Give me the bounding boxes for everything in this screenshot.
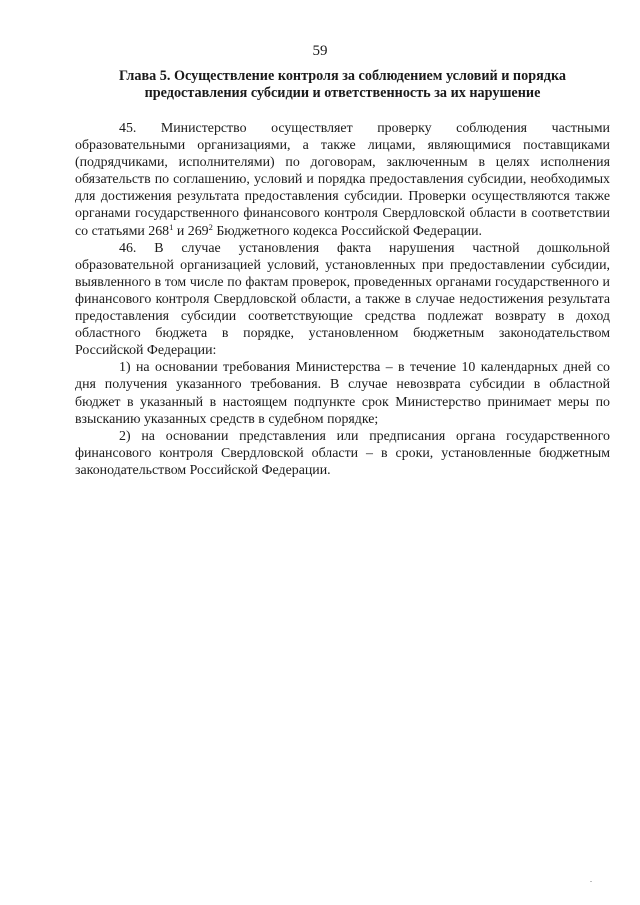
article-268-superscript: 1: [169, 221, 174, 232]
paragraph-46: 46. В случае установления факта нарушения частной дошкольной образовательной организацией условий, установленных при предоставлении субсидии, выявленного в том числе по фактам проверок, проведенных органами государственного и финансового контроля Свердловской области, а также в случае недостижения результата предоставления субсидии соответствующие средства подлежат возврату в доход областного бюджета в порядке, установленном бюджетным законодательством Российской Федерации:: [75, 240, 610, 359]
paragraph-45-text-end: Бюджетного кодекса Российской Федерации.: [212, 223, 483, 239]
chapter-title: [75, 68, 610, 102]
document-body: [75, 120, 610, 479]
paragraph-45: [75, 120, 610, 240]
paragraph-46-item-1: 1) на основании требования Министерства – в течение 10 календарных дней со дня получения указанного требования. В случае невозврата субсидии в областной бюджет в указанный в настоящем подпункте срок Министерство принимает меры по взысканию указанных средств в судебном порядке;: [75, 360, 610, 427]
paragraph-46-item-2: 2) на основании представления или предписания органа государственного финансового контроля Свердловской области – в сроки, установленные бюджетным законодательством Российской Федерации.: [75, 428, 610, 478]
paragraph-45-text-between: и 269: [173, 223, 209, 239]
scan-speck: [590, 881, 592, 882]
article-269-superscript: 2: [208, 221, 213, 232]
chapter-title-line-2: предоставления субсидии и ответственность за их нарушение: [144, 85, 541, 101]
chapter-title-line-1: Глава 5. Осуществление контроля за соблюдением условий и порядка: [118, 68, 566, 84]
page-number: 59: [312, 43, 328, 59]
paragraph-45-text: 45. Министерство осуществляет проверку соблюдения частными образовательными организациями, а также лицами, являющимися поставщиками (подрядчиками, исполнителями) по договорам, заключенным в целях исполнения обязательств по соглашению, условий и порядка предоставления субсидии, необходимых для достижения результата предоставления субсидии. Проверки осуществляются также органами государственного финансового контроля Свердловской области в соответствии со статьями 268: [75, 121, 610, 239]
